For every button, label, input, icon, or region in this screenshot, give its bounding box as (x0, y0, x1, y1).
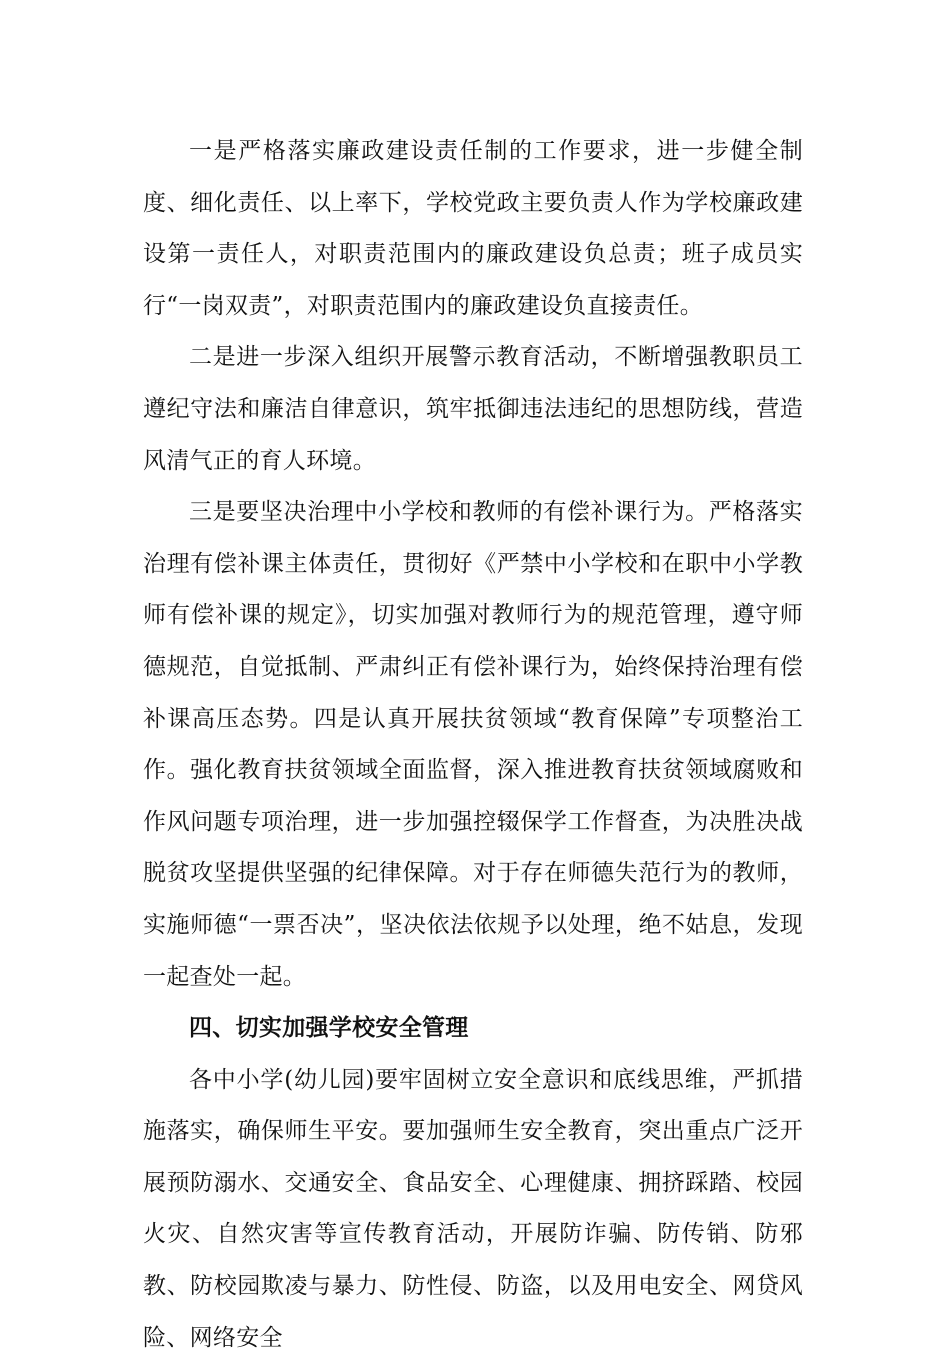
document-page (143, 126, 803, 1364)
paragraph-duty-system: 一是严格落实廉政建设责任制的工作要求，进一步健全制度、细化责任、以上率下，学校党政主要负责人作为学校廉政建设第一责任人，对职责范围内的廉政建设负总责；班子成员实行“一岗双责”，对职责范围内的廉政建设负直接责任。 (143, 138, 803, 319)
section-heading-safety: 四、切实加强学校安全管理 (189, 1015, 469, 1042)
paragraph-warning-education: 二是进一步深入组织开展警示教育活动，不断增强教职员工遵纪守法和廉洁自律意识，筑牢抵御违法违纪的思想防线，营造风清气正的育人环境。 (143, 344, 803, 474)
paragraph-safety-management: 各中小学(幼儿园)要牢固树立安全意识和底线思维，严抓措施落实，确保师生平安。要加强师生安全教育，突出重点广泛开展预防溺水、交通安全、食品安全、心理健康、拥挤踩踏、校园火灾、自然灾害等宣传教育活动，开展防诈骗、防传销、防邪教、防校园欺凌与暴力、防性侵、防盗，以及用电安全、网贷风险、网络安全 (143, 1066, 803, 1351)
paragraph-paid-tutoring: 三是要坚决治理中小学校和教师的有偿补课行为。严格落实治理有偿补课主体责任，贯彻好《严禁中小学校和在职中小学教师有偿补课的规定》，切实加强对教师行为的规范管理，遵守师德规范，自觉抵制、严肃纠正有偿补课行为，始终保持治理有偿补课高压态势。四是认真开展扶贫领域“教育保障”专项整治工作。强化教育扶贫领域全面监督，深入推进教育扶贫领域腐败和作风问题专项治理，进一步加强控辍保学工作督查，为决胜决战脱贫攻坚提供坚强的纪律保障。对于存在师德失范行为的教师，实施师德“一票否决”，坚决依法依规予以处理，绝不姑息，发现一起查处一起。 (143, 499, 803, 990)
